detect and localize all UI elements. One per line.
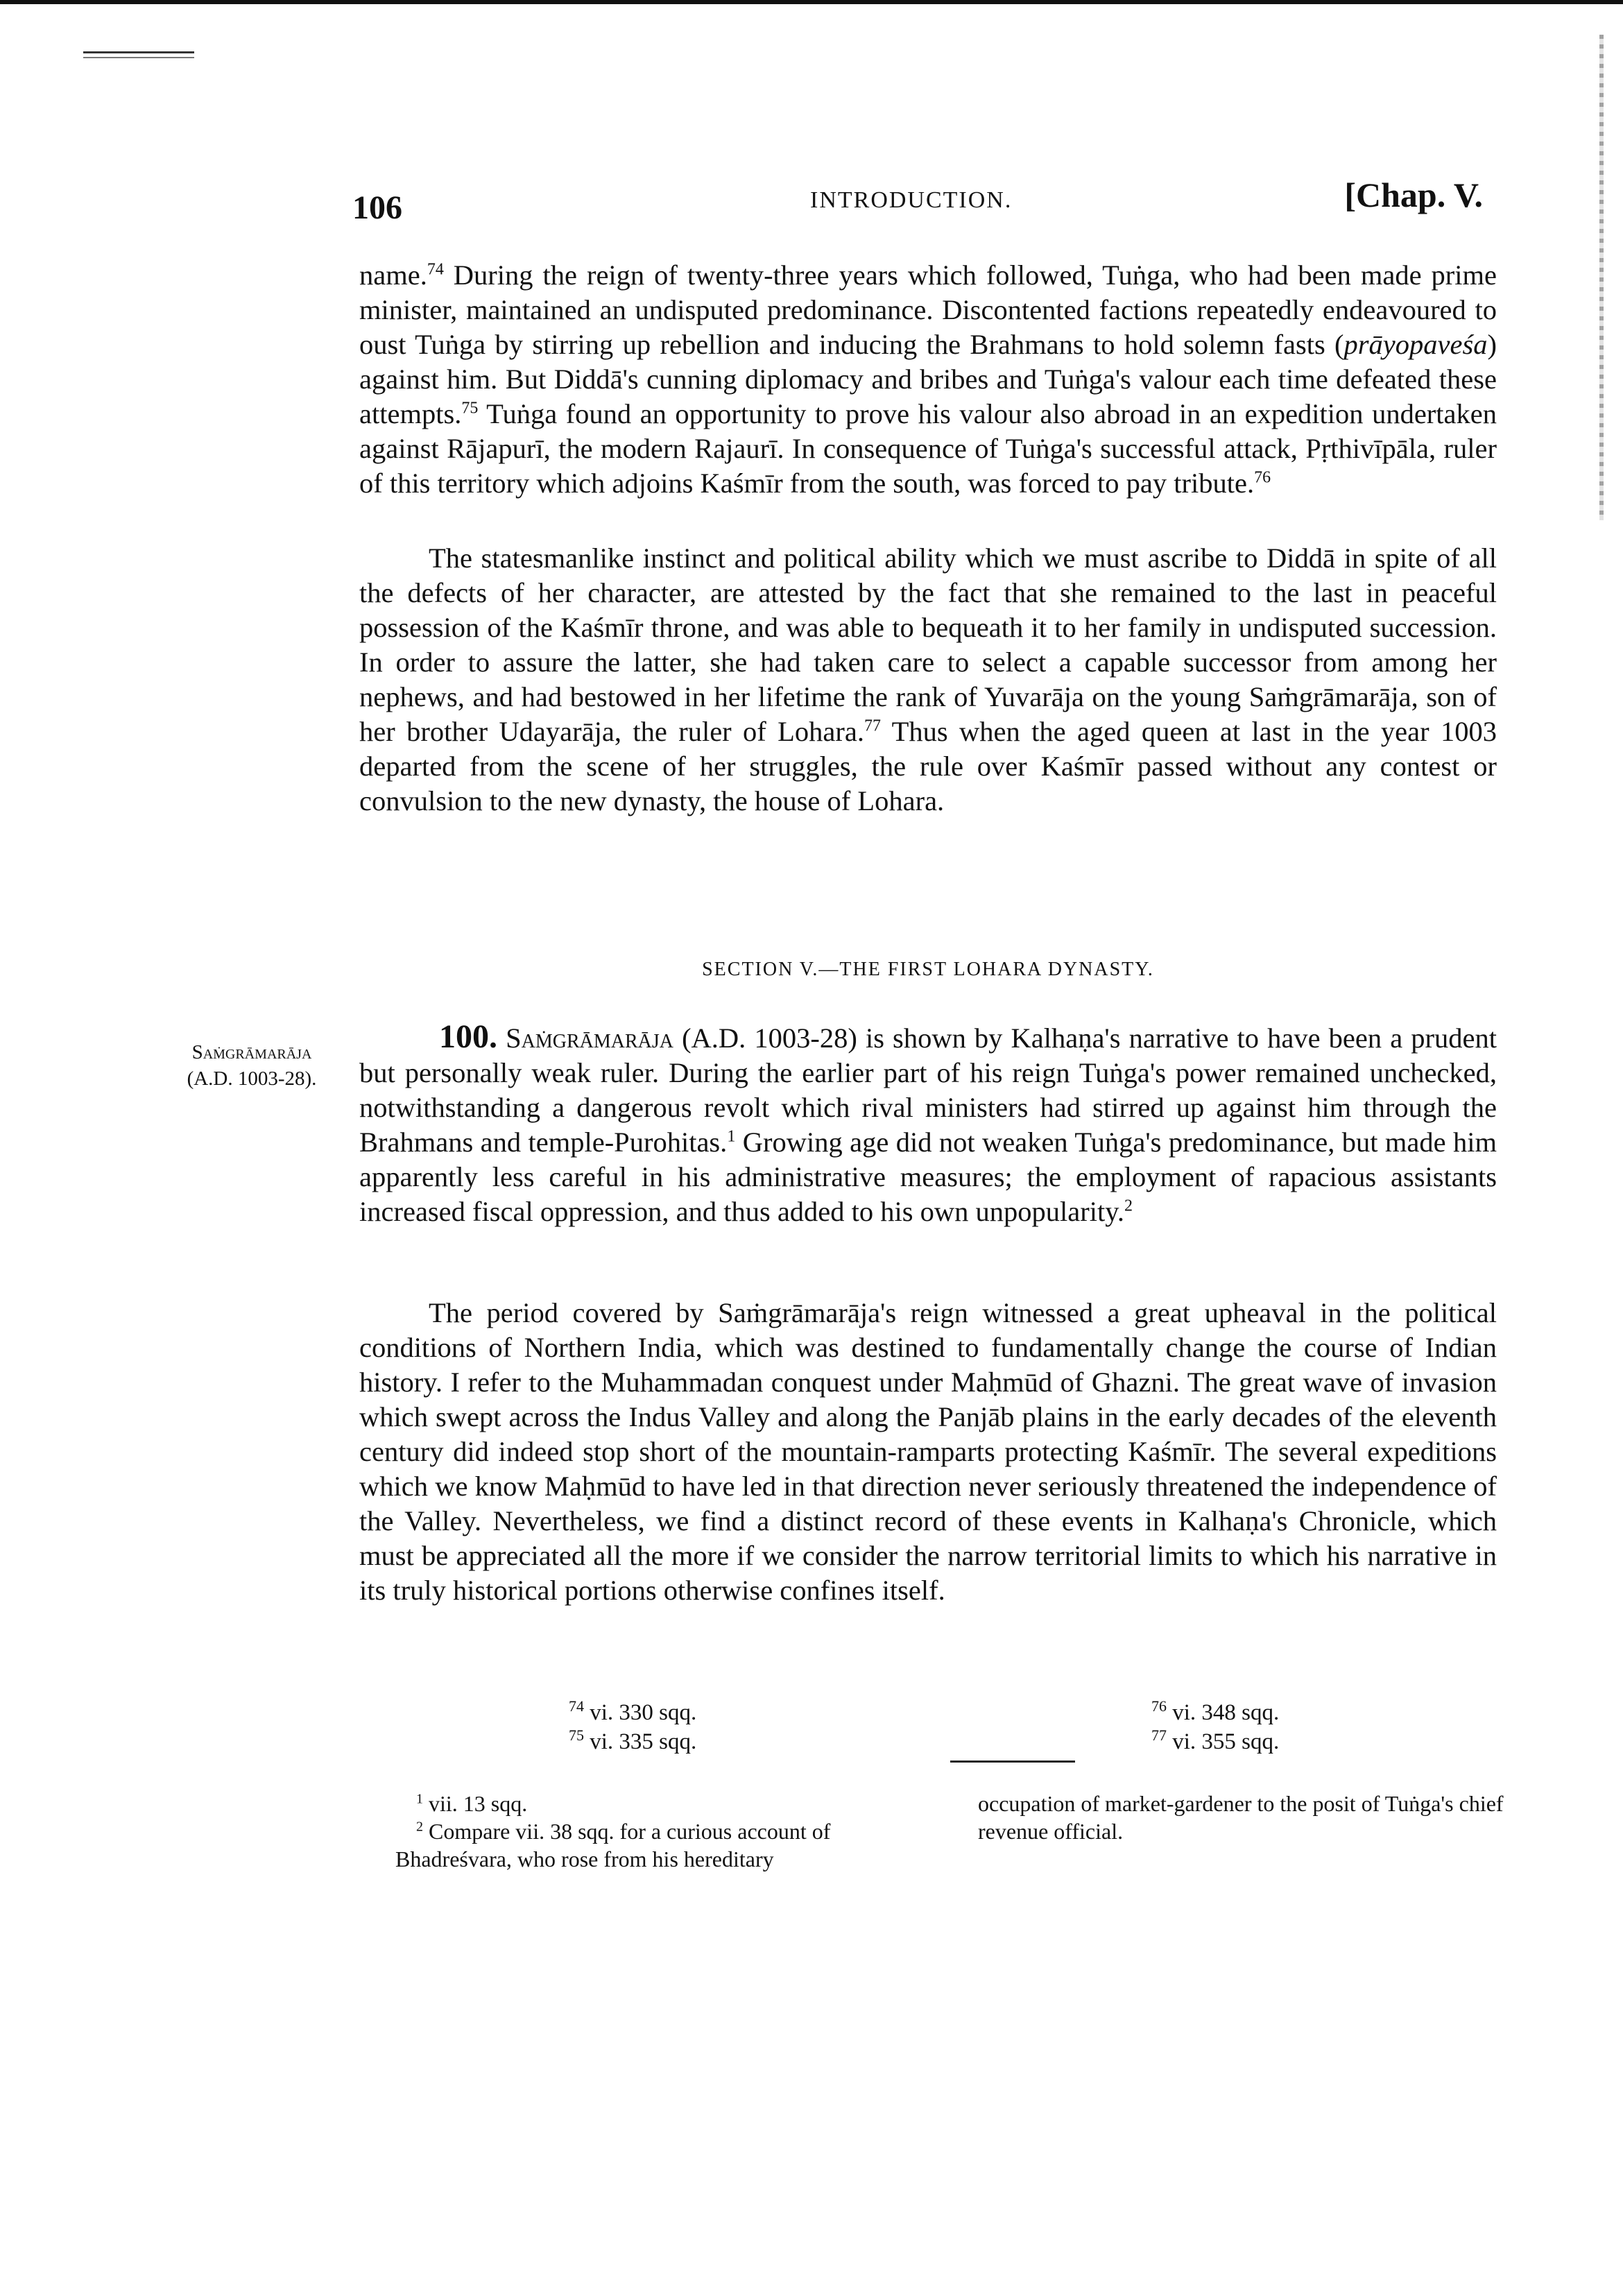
text-run: The statesmanlike instinct and political ability which we must ascribe to Diddā in spite of all the defects of her character, are attested by the fact that she remained to the last in peaceful possession of the Kaśmīr throne, and was able to bequeath it to her family in undisputed succession. In order to assure the latter, she had taken care to select a capable successor from among her nephews, and had bestowed in her lifetime the rank of Yuvarāja on the young Saṁgrāmarāja, son of her brother Udayarāja, the ruler of Lohara. <box>359 542 1497 747</box>
footnote-number: 1 <box>416 1791 423 1807</box>
footnote-divider <box>950 1760 1075 1763</box>
page-number: 106 <box>352 189 402 226</box>
text-run: ) against him. But Diddā's cunning diplomacy and bribes and Tuṅga's valour each time defeated these attempts. <box>359 329 1497 429</box>
footnote-text: vi. 335 sqq. <box>590 1729 697 1754</box>
text-run: Thus when the aged queen at last in the year 1003 departed from the scene of her struggles, the rule over Kaśmīr passed without any contest or convulsion to the new dynasty, the house of Lohara. <box>359 716 1497 816</box>
footnote-number: 75 <box>569 1727 584 1744</box>
chapter-reference: [Chap. V. <box>1344 175 1483 214</box>
footnotes-right-column <box>978 1790 1526 1845</box>
footnote-text: vi. 330 sqq. <box>590 1700 697 1725</box>
section-heading: SECTION V.—THE FIRST LOHARA DYNASTY. <box>702 959 1154 980</box>
margin-sidenote <box>151 1039 352 1092</box>
footnotes-left-column <box>395 1790 943 1873</box>
text-run: name. <box>359 259 427 291</box>
footnote-text: vi. 348 sqq. <box>1172 1700 1280 1725</box>
footnote-ref[interactable]: 74 <box>427 260 444 279</box>
running-head-title: INTRODUCTION. <box>810 187 1013 213</box>
footnote-number: 74 <box>569 1697 584 1715</box>
footnote-text: vii. 13 sqq. <box>429 1791 528 1816</box>
footnote <box>1151 1698 1498 1727</box>
footnote <box>395 1790 943 1817</box>
scan-mark <box>83 57 194 58</box>
scan-edge-strip <box>1599 35 1604 520</box>
footnote <box>569 1727 985 1756</box>
paragraph-continued <box>359 258 1497 501</box>
footnote-continuation: occupation of market-gardener to the posit of Tuṅga's chief revenue official. <box>978 1791 1504 1844</box>
text-run: Growing age did not weaken Tuṅga's predominance, but made him apparently less careful in his administrative measures; the employment of rapacious assistants increased fiscal oppression, and thus added to his own unpopularity. <box>359 1126 1497 1227</box>
footnote-number: 2 <box>416 1819 423 1835</box>
footnote <box>569 1698 985 1727</box>
text-run: During the reign of twenty-three years which followed, Tuṅga, who had been made prime minister, maintained an undisputed predominance. Discontented factions repeatedly endeavoured to oust Tuṅga by stirring up rebellion and inducing the Brahmans to hold solemn fasts ( <box>359 259 1497 360</box>
text-run: is shown by Kalhaṇa's narrative to have been a prudent but personally weak ruler. During the earlier part of his reign Tuṅga's power remained unchecked, notwithstanding a dangerous revolt which rival ministers had stirred up against him through the Brahmans and temple-Purohitas. <box>359 1022 1497 1158</box>
sidenote-name: Saṁgrāmarāja <box>191 1041 312 1063</box>
footnote-ref[interactable]: 76 <box>1254 468 1271 487</box>
paragraph: The period covered by Saṁgrāmarāja's reign witnessed a great upheaval in the political conditions of Northern India, which was destined to fundamentally change the course of Indian history. I refer to the Muhammadan conquest under Maḥmūd of Ghazni. The great wave of invasion which swept across the Indus Valley and along the Panjāb plains in the early decades of the eleventh century did indeed stop short of the mountain-ramparts protecting Kaśmīr. The several expeditions which we know Maḥmūd to have led in that direction never seriously threatened the independence of the Valley. Nevertheless, we find a distinct record of these events in Kalhaṇa's Chronicle, which must be appreciated all the more if we consider the narrow territorial limits to which his narrative in its truly historical portions otherwise confines itself. <box>359 1297 1497 1606</box>
footnote-text: vi. 355 sqq. <box>1172 1729 1280 1754</box>
text-run: Tuṅga found an opportunity to prove his valour also abroad in an expedition undertaken against Rājapurī, the modern Rajaurī. In consequence of Tuṅga's successful attack, Pṛthivīpāla, ruler of this territory which adjoins Kaśmīr from the south, was forced to pay tribute. <box>359 398 1497 499</box>
footnotes-prev-block-right <box>1151 1698 1498 1756</box>
footnote-ref[interactable]: 75 <box>461 399 479 418</box>
paragraph-numbered <box>359 1020 1497 1229</box>
ruler-name: Saṁgrāmarāja <box>506 1022 673 1054</box>
text-run: (A.D. 1003-28) <box>673 1022 857 1054</box>
footnote-number: 77 <box>1151 1727 1167 1744</box>
footnote-ref[interactable]: 77 <box>864 717 881 735</box>
paragraph <box>359 541 1497 819</box>
footnote-ref[interactable]: 2 <box>1124 1197 1133 1215</box>
footnote-number: 76 <box>1151 1697 1167 1715</box>
footnote <box>1151 1727 1498 1756</box>
running-header <box>352 175 1483 244</box>
footnotes-prev-block-left <box>569 1698 985 1756</box>
sidenote-dates: (A.D. 1003-28). <box>187 1068 317 1090</box>
footnote-ref[interactable]: 1 <box>727 1127 736 1146</box>
scan-mark <box>83 51 194 53</box>
footnote-text: Compare vii. 38 sqq. for a curious account of Bhadreśvara, who rose from his hereditary <box>395 1819 831 1871</box>
italic-term: prāyopaveśa <box>1343 329 1488 360</box>
footnote <box>395 1817 943 1873</box>
paragraph-number: 100. <box>439 1018 497 1055</box>
page-top-edge <box>0 0 1623 4</box>
